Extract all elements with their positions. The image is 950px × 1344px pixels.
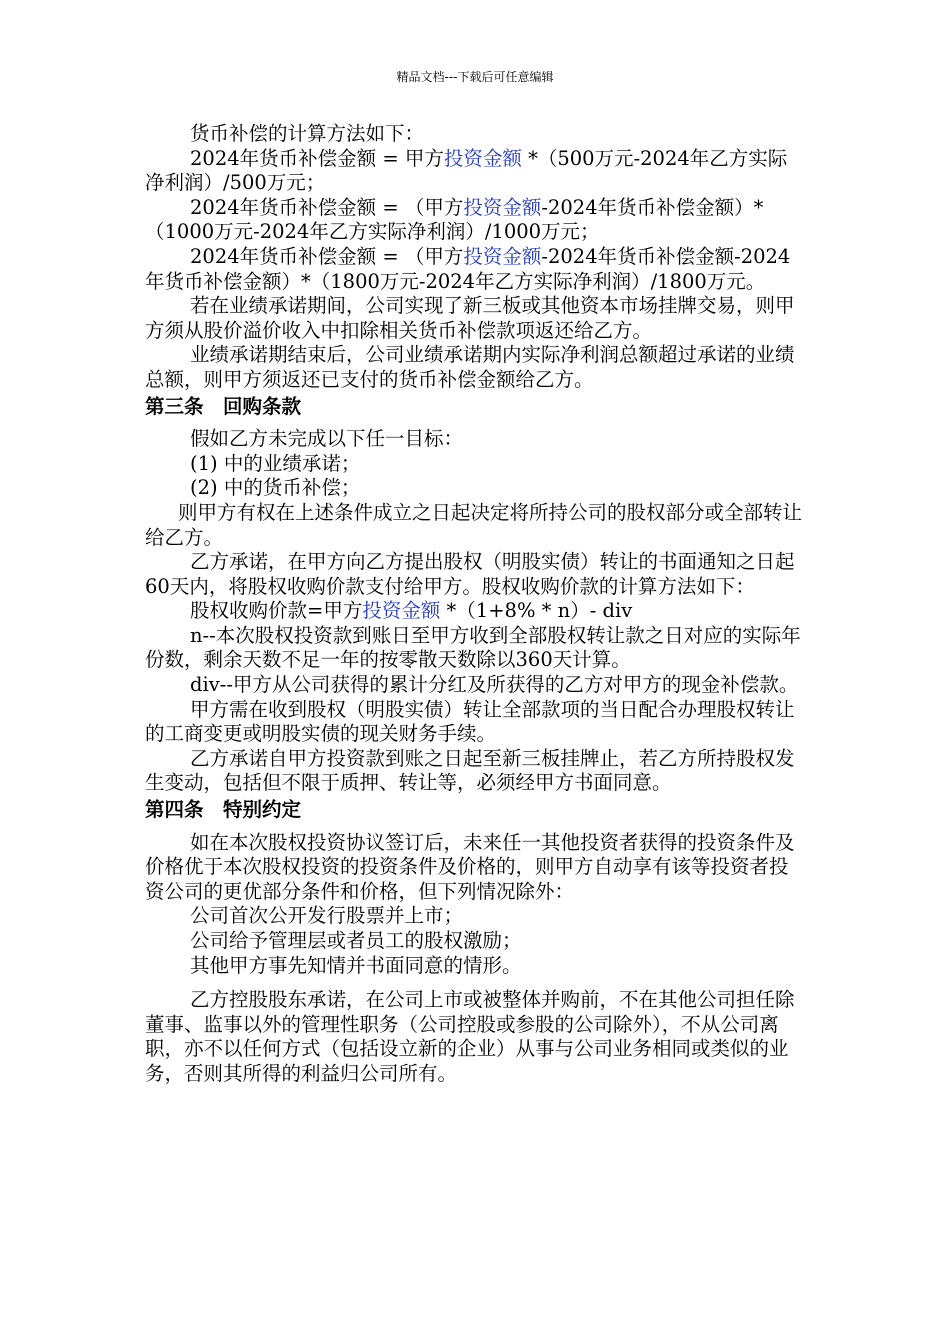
text-run: 假如乙方未完成以下任一目标：	[190, 427, 464, 451]
text-run: -2024年货币补偿金额）*（1000万元-2024年乙方实际净利润）/1000万元；	[145, 195, 764, 244]
text-run: 股权收购价款=甲方	[190, 599, 363, 623]
highlighted-term: 投资金额	[443, 146, 522, 170]
text-run: 2024年货币补偿金额 = （甲方	[190, 244, 464, 268]
paragraph	[145, 476, 805, 501]
text-run: 其他甲方事先知情并书面同意的情形。	[190, 953, 522, 977]
text-run: 则甲方有权在上述条件成立之日起决定将所持公司的股权部分或全部转让给乙方。	[145, 500, 803, 549]
text-run: div--甲方从公司获得的累计分红及所获得的乙方对甲方的现金补偿款。	[190, 673, 799, 697]
paragraph	[145, 954, 805, 979]
text-run: 乙方控股股东承诺，在公司上市或被整体并购前，不在其他公司担任除董事、监事以外的管理性职务（公司控股或参股的公司除外），不从公司离职，亦不以任何方式（包括设立新的企业）从事与公司业务相同或类似的业务，否则其所得的利益归公司所有。	[145, 988, 795, 1085]
paragraph	[145, 245, 805, 294]
text-run: 乙方承诺，在甲方向乙方提出股权（明股实债）转让的书面通知之日起60天内，将股权收购价款支付给甲方。股权收购价款的计算方法如下：	[145, 550, 795, 598]
paragraph	[145, 427, 805, 452]
paragraph	[145, 698, 805, 747]
paragraph	[145, 343, 805, 392]
text-run: *（500万元-2024年乙方实际净利润）/500万元；	[145, 146, 788, 195]
paragraph	[145, 988, 805, 1086]
paragraph	[145, 550, 805, 599]
highlighted-term: 投资金额	[362, 599, 441, 623]
paragraph	[145, 624, 805, 673]
text-run: 乙方承诺自甲方投资款到账之日起至新三板挂牌止，若乙方所持股权发生变动，包括但不限于质押、转让等，必须经甲方书面同意。	[145, 746, 795, 795]
paragraph	[145, 747, 805, 796]
text-run: 公司首次公开发行股票并上市；	[190, 904, 464, 928]
page-header: 精品文档---下载后可任意编辑	[396, 70, 554, 84]
text-run: 第三条 回购条款	[145, 394, 302, 418]
paragraph	[145, 452, 805, 477]
text-run: 如在本次股权投资协议签订后，未来任一其他投资者获得的投资条件及价格优于本次股权投资的投资条件及价格的，则甲方自动享有该等投资者投资公司的更优部分条件和价格，但下列情况除外：	[145, 830, 795, 903]
paragraph	[145, 904, 805, 929]
paragraph	[145, 599, 805, 624]
highlighted-term: 投资金额	[463, 244, 542, 268]
highlighted-term: 投资金额	[463, 195, 542, 219]
paragraph	[145, 196, 805, 245]
text-run: 货币补偿的计算方法如下：	[190, 122, 425, 145]
paragraph	[145, 673, 805, 698]
paragraph-gap	[145, 978, 805, 988]
text-run: -2024年货币补偿金额-2024年货币补偿金额）*（1800万元-2024年乙方实际净利润）/1800万元。	[145, 244, 791, 293]
paragraph	[145, 501, 805, 550]
paragraph	[145, 831, 805, 905]
text-run: 2024年货币补偿金额 = （甲方	[190, 195, 464, 219]
paragraph	[145, 147, 805, 196]
section-heading	[145, 395, 805, 420]
text-run: n--本次股权投资款到账日至甲方收到全部股权转让款之日对应的实际年份数，剩余天数不足一年的按零散天数除以360天计算。	[145, 623, 801, 672]
paragraph	[145, 929, 805, 954]
text-run: *（1+8% * n）- div	[440, 599, 633, 623]
paragraph	[145, 294, 805, 343]
text-run: 第四条 特别约定	[145, 798, 302, 822]
text-run: (2) 中的货币补偿；	[190, 476, 361, 500]
text-run: (1) 中的业绩承诺；	[190, 451, 361, 475]
paragraph	[145, 122, 805, 147]
text-run: 2024年货币补偿金额 = 甲方	[190, 146, 444, 170]
text-run: 若在业绩承诺期间，公司实现了新三板或其他资本市场挂牌交易，则甲方须从股价溢价收入中扣除相关货币补偿款项返还给乙方。	[145, 294, 795, 342]
text-run: 业绩承诺期结束后，公司业绩承诺期内实际净利润总额超过承诺的业绩总额，则甲方须返还已支付的货币补偿金额给乙方。	[145, 343, 795, 391]
text-run: 甲方需在收到股权（明股实债）转让全部款项的当日配合办理股权转让的工商变更或明股实债的现关财务手续。	[145, 697, 795, 746]
text-run: 公司给予管理层或者员工的股权激励；	[190, 929, 522, 952]
document-body	[145, 122, 805, 1087]
section-heading	[145, 798, 805, 823]
